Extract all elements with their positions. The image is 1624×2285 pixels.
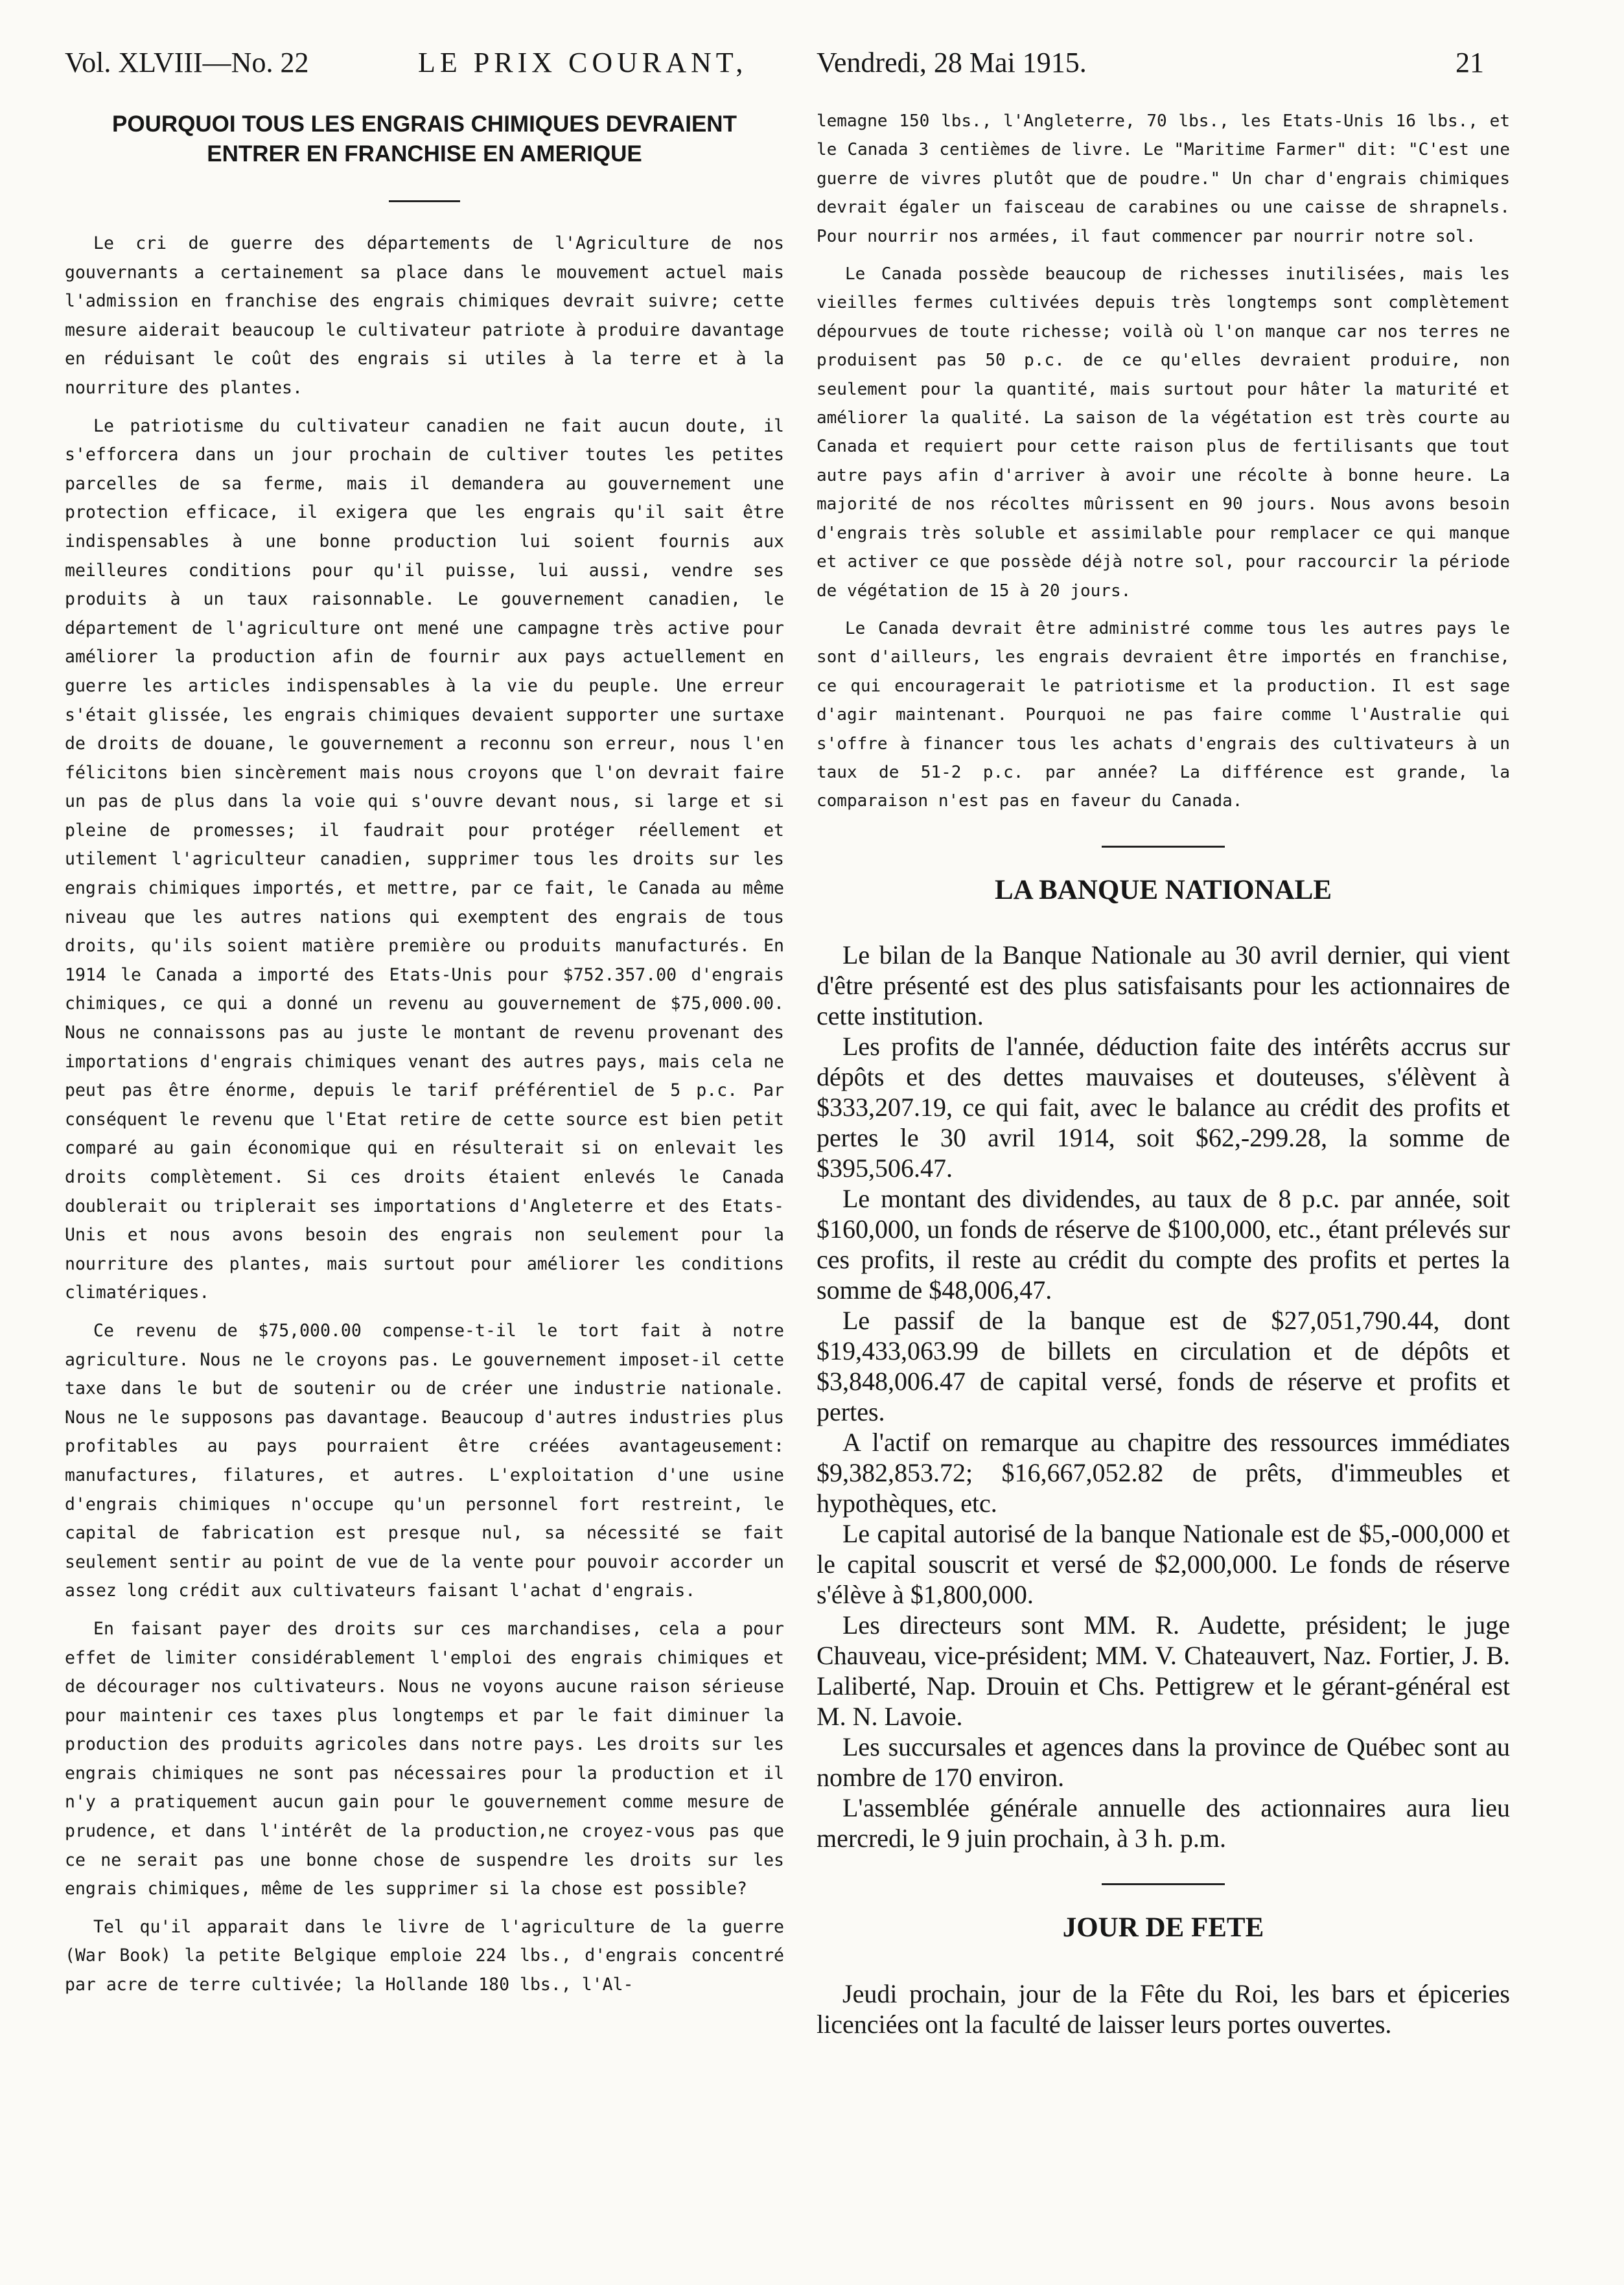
banque-paragraph-5: A l'actif on remarque au chapitre des ressources immédiates $9,382,853.72; $16,667,052.82 de prêts, d'immeubles et hypothèques, etc. (817, 1427, 1510, 1518)
article-title-banque: LA BANQUE NATIONALE (994, 874, 1332, 905)
page-number: 21 (1456, 47, 1484, 78)
journal-title: LE PRIX COURANT, (418, 47, 748, 78)
engrais-paragraph-5: Tel qu'il apparait dans le livre de l'agriculture de la guerre (War Book) la petite Belgique emploie 224 lbs., d'engrais concentré par acre de terre cultivée; la Hollande 180 lbs., l'Al- (65, 1916, 784, 1995)
fete-paragraph-1: Jeudi prochain, jour de la Fête du Roi, les bars et épiceries licenciées ont la faculté de laisser leurs portes ouvertes. (817, 1978, 1510, 2039)
engrais-continuation-1: lemagne 150 lbs., l'Angleterre, 70 lbs., les Etats-Unis 16 lbs., et le Canada 3 centièmes de livre. Le "Maritime Farmer" dit: "C'est une guerre de vivres plutôt que de poudre." Un char d'engrais chimiques devrait égaler un faisceau de carabines ou une caisse de shrapnels. Pour nourrir nos armées, il faut commencer par nourrir notre sol. (817, 111, 1510, 246)
section-divider (1102, 1883, 1225, 1885)
banque-paragraph-8: Les succursales et agences dans la province de Québec sont au nombre de 170 environ. (817, 1732, 1510, 1792)
article-title-engrais: POURQUOI TOUS LES ENGRAIS CHIMIQUES DEVRAIENT ENTRER EN FRANCHISE EN AMERIQUE (112, 111, 737, 167)
banque-paragraph-9: L'assemblée générale annuelle des actionnaires aura lieu mercredi, le 9 juin prochain, à 3 h. p.m. (817, 1792, 1510, 1853)
volume-number: Vol. XLVIII—No. 22 (65, 47, 309, 78)
page-header (65, 40, 1484, 86)
article-title-fete: JOUR DE FETE (1062, 1912, 1264, 1943)
engrais-continuation-2: Le Canada possède beaucoup de richesses inutilisées, mais les vieilles fermes cultivées depuis très longtemps sont complètement dépourvues de toute richesse; voilà où l'on manque car nos terres ne produisent pas 50 p.c. de ce qu'elles devraient produire, non seulement pour la quantité, mais surtout pour hâter la maturité et améliorer la qualité. La saison de la végétation est très courte au Canada et requiert pour cette raison plus de fertilisants que tout autre pays afin d'arriver à avoir une récolte à bonne heure. La majorité de nos récoltes mûrissent en 90 jours. Nous avons besoin d'engrais très soluble et assimilable pour remplacer ce qui manque et activer ce que possède déjà notre sol, pour raccourcir la période de végétation de 15 à 20 jours. (817, 264, 1510, 601)
right-column (817, 107, 1510, 2039)
banque-paragraph-2: Les profits de l'année, déduction faite des intérêts accrus sur dépôts et des dettes mauvaises et douteuses, s'élèvent à $333,207.19, ce qui fait, avec le balance au crédit des profits et pertes le 30 avril 1914, soit $62,-299.28, la somme de $395,506.47. (817, 1031, 1510, 1183)
banque-paragraph-3: Le montant des dividendes, au taux de 8 p.c. par année, soit $160,000, un fonds de réserve de $100,000, etc., étant prélevés sur ces profits, il reste au crédit du compte des profits et pertes la somme de $48,006,47. (817, 1183, 1510, 1305)
engrais-continuation-3: Le Canada devrait être administré comme tous les autres pays le sont d'ailleurs, les engrais devraient être importés en franchise, ce qui encouragerait le patriotisme et la production. Il est sage d'agir maintenant. Pourquoi ne pas faire comme l'Australie qui s'offre à financer tous les achats d'engrais des cultivateurs à un taux de 51-2 p.c. par année? La différence est grande, la comparaison n'est pas en faveur du Canada. (817, 618, 1510, 811)
left-column (65, 107, 784, 2000)
banque-paragraph-6: Le capital autorisé de la banque Nationale est de $5,-000,000 et le capital souscrit et versé de $2,000,000. Le fonds de réserve s'élève à $1,800,000. (817, 1518, 1510, 1609)
engrais-paragraph-4: En faisant payer des droits sur ces marchandises, cela a pour effet de limiter considérablement l'emploi des engrais chimiques et de décourager nos cultivateurs. Nous ne voyons aucune raison sérieuse pour maintenir ces taxes plus longtemps et par le fait diminuer la production des produits agricoles dans notre pays. Les droits sur les engrais chimiques ne sont pas nécessaires pour la production et il n'y a pratiquement aucun gain pour le gouvernement comme mesure de prudence, et dans l'intérêt de la production,ne croyez-vous pas que ce ne serait pas une bonne chose de suspendre les droits sur les engrais chimiques, même de les supprimer si la chose est possible? (65, 1618, 784, 1899)
section-divider (1102, 846, 1225, 848)
engrais-paragraph-2: Le patriotisme du cultivateur canadien ne fait aucun doute, il s'efforcera dans un jour prochain de cultiver toutes les petites parcelles de sa ferme, mais il demandera au gouvernement une protection efficace, il exigera que les engrais qu'il sait être indispensables à une bonne production lui soient fournis aux meilleures conditions pour qu'il puisse, lui aussi, vendre ses produits à un taux raisonnable. Le gouvernement canadien, le département de l'agriculture ont mené une campagne très active pour améliorer la production afin de fournir aux pays actuellement en guerre les articles indispensables à la vie du peuple. Une erreur s'était glissée, les engrais chimiques devaient supporter une surtaxe de droits de douane, le gouvernement a reconnu son erreur, nous l'en félicitons bien sincèrement mais nous croyons que l'on devrait faire un pas de plus dans la voie qui s'ouvre devant nous, si large et si pleine de promesses; il faudrait pour protéger réellement et utilement l'agriculteur canadien, supprimer tous les droits sur les engrais chimiques importés, et mettre, par ce fait, le Canada au même niveau que les autres nations qui exemptent des engrais de tous droits, qu'ils soient matière première ou produits manufacturés. En 1914 le Canada a importé des Etats-Unis pour $752.357.00 d'engrais chimiques, ce qui a donné un revenu au gouvernement de $75,000.00. Nous ne connaissons pas au juste le montant de revenu provenant des importations d'engrais chimiques venant des autres pays, mais cela ne peut pas être énorme, depuis le tarif préférentiel de 5 p.c. Par conséquent le revenu que l'Etat retire de cette source est bien petit comparé au gain économique qui en résulterait si on enlevait les droits complètement. Si ces droits étaient enlevés le Canada doublerait ou triplerait ses importations d'Angleterre et des Etats-Unis et nous avons besoin des engrais non seulement pour la nourriture des plantes, mais surtout pour améliorer les conditions climatériques. (65, 415, 784, 1303)
banque-paragraph-1: Le bilan de la Banque Nationale au 30 avril dernier, qui vient d'être présenté est des plus satisfaisants pour les actionnaires de cette institution. (817, 940, 1510, 1030)
banque-paragraph-7: Les directeurs sont MM. R. Audette, président; le juge Chauveau, vice-président; MM. V. Chateauvert, Naz. Fortier, J. B. Laliberté, Nap. Drouin et Chs. Pettigrew et le gérant-général est M. N. Lavoie. (817, 1610, 1510, 1731)
engrais-paragraph-3: Ce revenu de $75,000.00 compense-t-il le tort fait à notre agriculture. Nous ne le croyons pas. Le gouvernement imposet-il cette taxe dans le but de soutenir ou de créer une industrie nationale. Nous ne le supposons pas davantage. Beaucoup d'autres industries plus profitables au pays pourraient être créées avantageusement: manufactures, filatures, et autres. L'exploitation d'une usine d'engrais chimiques n'occupe qu'un personnel fort restreint, le capital de fabrication est presque nul, sa nécessité se fait seulement sentir au point de vue de la vente pour pouvoir accorder un assez long crédit aux cultivateurs faisant l'achat d'engrais. (65, 1320, 784, 1601)
title-divider (389, 200, 460, 202)
banque-paragraph-4: Le passif de la banque est de $27,051,790.44, dont $19,433,063.99 de billets en circulation et de dépôts et $3,848,006.47 de capital versé, fonds de réserve et profits et pertes. (817, 1305, 1510, 1426)
engrais-paragraph-1: Le cri de guerre des départements de l'Agriculture de nos gouvernants a certainement sa place dans le mouvement actuel mais l'admission en franchise des engrais chimiques devrait suivre; cette mesure aiderait beaucoup le cultivateur patriote à produire davantage en réduisant le coût des engrais si utiles à la terre et à la nourriture des plantes. (65, 233, 784, 398)
issue-date: Vendredi, 28 Mai 1915. (817, 47, 1087, 78)
